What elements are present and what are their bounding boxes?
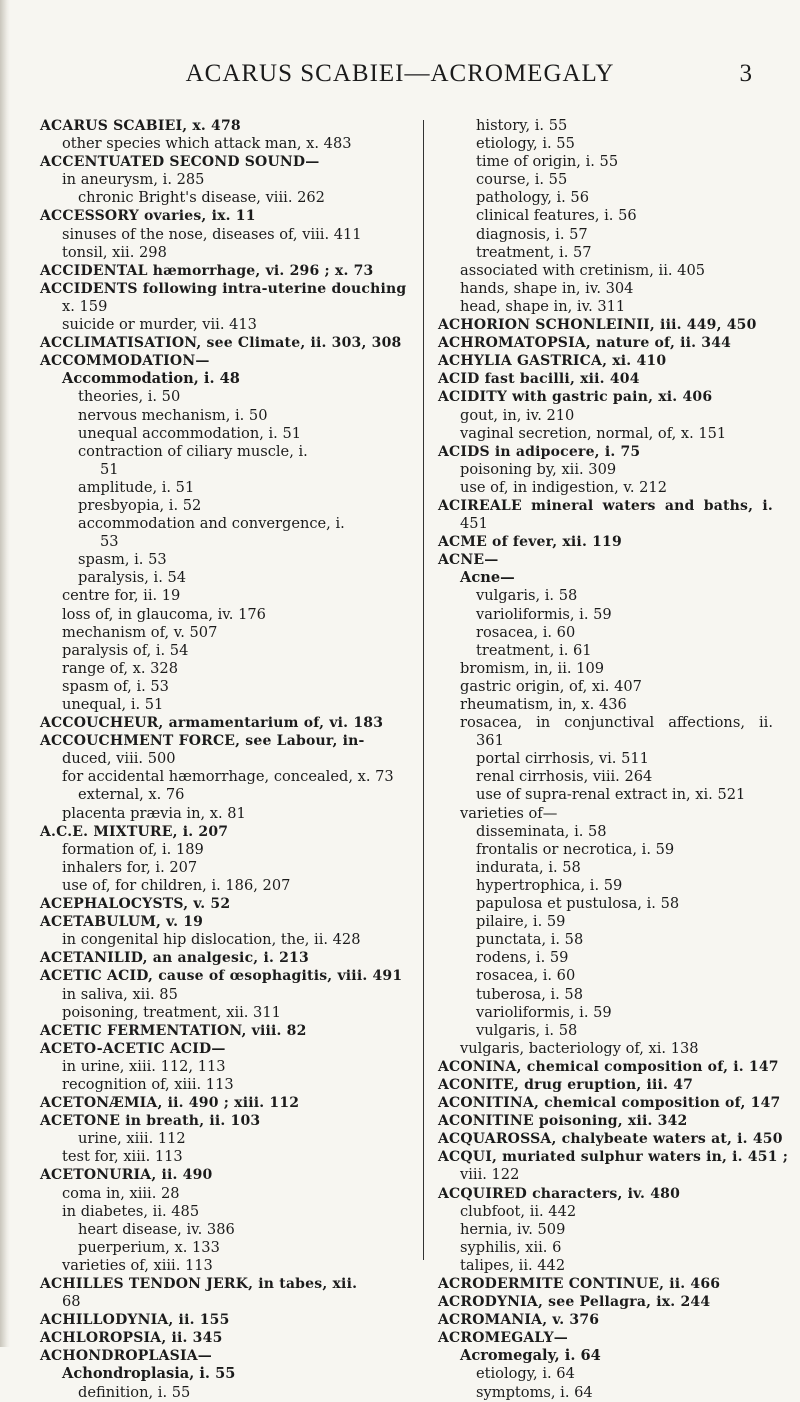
index-entry: mechanism of, v. 507 — [62, 623, 218, 641]
index-heading: ACIDS in adipocere, i. 75 — [438, 443, 641, 460]
index-entry: syphilis, xii. 6 — [460, 1238, 562, 1256]
index-heading: ACETABULUM, v. 19 — [40, 914, 204, 931]
index-entry: papulosa et pustulosa, i. 58 — [476, 895, 680, 913]
index-entry: gastric origin, of, xi. 407 — [460, 677, 642, 695]
index-entry: viii. 122 — [460, 1166, 520, 1184]
index-word: in — [536, 714, 551, 732]
index-entry: urine, xiii. 112 — [78, 1130, 186, 1148]
index-heading: ACCENTUATED SECOND SOUND— — [40, 154, 320, 171]
index-entry — [438, 714, 773, 732]
index-heading: ACCIDENTS following intra-uterine douching — [40, 280, 407, 297]
index-entry: amplitude, i. 51 — [78, 478, 195, 496]
index-entry: poisoning by, xii. 309 — [460, 460, 617, 478]
index-entry: in congenital hip dislocation, the, ii. 428 — [62, 931, 361, 949]
index-entry: definition, i. 55 — [78, 1383, 191, 1401]
index-entry: history, i. 55 — [476, 117, 568, 134]
index-word: i. — [762, 497, 773, 514]
index-entry: 51 — [100, 460, 119, 478]
index-entry: heart disease, iv. 386 — [78, 1220, 235, 1238]
index-heading: ACETONURIA, ii. 490 — [40, 1167, 213, 1184]
index-entry: tuberosa, i. 58 — [476, 985, 583, 1003]
index-entry: use of supra-renal extract in, xi. 521 — [476, 786, 746, 804]
index-heading: ACRODYNIA, see Pellagra, ix. 244 — [438, 1294, 711, 1311]
index-entry: renal cirrhosis, viii. 264 — [476, 768, 653, 786]
index-entry: recognition of, xiii. 113 — [62, 1075, 234, 1093]
index-entry: varieties of— — [460, 804, 558, 822]
index-entry: symptoms, i. 64 — [476, 1383, 593, 1401]
index-entry: theories, i. 50 — [78, 388, 181, 406]
index-entry: use of, for children, i. 186, 207 — [62, 876, 291, 894]
index-entry: portal cirrhosis, vi. 511 — [476, 750, 649, 768]
index-heading: ACEPHALOCYSTS, v. 52 — [40, 896, 231, 913]
index-heading: ACIDITY with gastric pain, xi. 406 — [438, 389, 713, 406]
index-entry: punctata, i. 58 — [476, 931, 584, 949]
index-heading: ACQUAROSSA, chalybeate waters at, i. 450 — [438, 1131, 783, 1148]
index-entry: varioliformis, i. 59 — [476, 605, 612, 623]
index-entry: disseminata, i. 58 — [476, 822, 607, 840]
index-heading: ACNE— — [438, 552, 499, 569]
index-word: ii. — [758, 714, 773, 732]
index-entry: pilaire, i. 59 — [476, 913, 566, 931]
index-entry: contraction of ciliary muscle, i. — [78, 442, 308, 460]
index-heading: ACCLIMATISATION, see Climate, ii. 303, 308 — [40, 335, 402, 352]
index-entry: presbyopia, i. 52 — [78, 496, 202, 514]
index-entry: varioliformis, i. 59 — [476, 1003, 612, 1021]
index-entry: talipes, ii. 442 — [460, 1256, 566, 1274]
index-entry: hernia, iv. 509 — [460, 1220, 566, 1238]
index-entry: 361 — [476, 732, 504, 750]
index-entry: Achondroplasia, i. 55 — [62, 1365, 236, 1383]
index-entry: head, shape in, iv. 311 — [460, 297, 626, 315]
index-heading: ACROMEGALY— — [438, 1330, 568, 1347]
index-heading: ACETONÆMIA, ii. 490 ; xiii. 112 — [40, 1095, 300, 1112]
index-entry: in aneurysm, i. 285 — [62, 171, 205, 189]
index-entry: rosacea, i. 60 — [476, 623, 576, 641]
index-entry: paralysis, i. 54 — [78, 569, 187, 587]
index-heading: ACETIC ACID, cause of œsophagitis, viii. 491 — [40, 968, 403, 985]
index-heading: ACHILLES TENDON JERK, in tabes, xii. — [40, 1276, 358, 1292]
index-word: conjunctival — [564, 714, 655, 732]
index-heading: ACHONDROPLASIA— — [40, 1348, 212, 1365]
index-entry: clubfoot, ii. 442 — [460, 1202, 577, 1220]
index-entry: 68 — [62, 1293, 81, 1311]
index-entry: spasm, i. 53 — [78, 551, 167, 569]
index-heading: ACCESSORY ovaries, ix. 11 — [40, 208, 256, 225]
index-entry: treatment, i. 61 — [476, 641, 592, 659]
index-entry: rosacea, i. 60 — [476, 967, 576, 985]
index-heading: ACETANILID, an analgesic, i. 213 — [40, 950, 309, 967]
index-heading: ACCOMMODATION— — [40, 353, 210, 370]
index-entry: indurata, i. 58 — [476, 858, 581, 876]
index-heading: ACCOUCHMENT FORCE, see Labour, in- — [40, 733, 365, 750]
index-entry: treatment, i. 57 — [476, 243, 592, 261]
index-entry: formation of, i. 189 — [62, 840, 204, 858]
index-entry: rodens, i. 59 — [476, 949, 569, 967]
index-heading: ACONINA, chemical composition of, i. 147 — [438, 1058, 779, 1075]
index-heading: A.C.E. MIXTURE, i. 207 — [40, 823, 229, 840]
index-entry: varieties of, xiii. 113 — [62, 1256, 213, 1274]
index-entry: in diabetes, ii. 485 — [62, 1202, 200, 1220]
index-entry: sinuses of the nose, diseases of, viii. 411 — [62, 225, 362, 243]
index-entry: tonsil, xii. 298 — [62, 243, 167, 261]
index-heading: ACHROMATOPSIA, nature of, ii. 344 — [438, 335, 732, 352]
index-entry: hands, shape in, iv. 304 — [460, 279, 634, 297]
index-entry: frontalis or necrotica, i. 59 — [476, 840, 675, 858]
index-heading: ACHILLODYNIA, ii. 155 — [40, 1312, 230, 1329]
index-entry: course, i. 55 — [476, 171, 568, 189]
index-entry: hypertrophica, i. 59 — [476, 876, 623, 894]
index-entry: Acromegaly, i. 64 — [460, 1347, 601, 1365]
index-entry: associated with cretinism, ii. 405 — [460, 261, 706, 279]
index-entry: suicide or murder, vii. 413 — [62, 316, 257, 334]
index-entry: in urine, xiii. 112, 113 — [62, 1057, 226, 1075]
page-number: 3 — [739, 60, 752, 87]
index-heading: ACONITINE poisoning, xii. 342 — [438, 1113, 688, 1130]
index-entry: 451 — [460, 515, 488, 533]
index-entry: etiology, i. 64 — [476, 1365, 575, 1383]
index-heading: ACQUIRED characters, iv. 480 — [438, 1185, 681, 1202]
index-heading: ACRODERMITE CONTINUE, ii. 466 — [438, 1276, 721, 1292]
index-entry: other species which attack man, x. 483 — [62, 135, 352, 153]
index-heading: ACROMANIA, v. 376 — [438, 1312, 600, 1329]
index-word: affections, — [668, 714, 745, 732]
index-column-left — [40, 117, 407, 1402]
index-entry: loss of, in glaucoma, iv. 176 — [62, 605, 266, 623]
index-word: baths, — [703, 497, 754, 514]
index-word: ACIREALE — [438, 497, 522, 514]
column-divider — [423, 120, 424, 1260]
index-entry: Acne— — [460, 569, 515, 587]
index-entry: inhalers for, i. 207 — [62, 858, 198, 876]
index-entry: etiology, i. 55 — [476, 135, 575, 153]
index-word: and — [664, 497, 695, 514]
index-entry: paralysis of, i. 54 — [62, 641, 189, 659]
index-entry: range of, x. 328 — [62, 659, 179, 677]
index-entry: diagnosis, i. 57 — [476, 225, 588, 243]
index-heading: ACID fast bacilli, xii. 404 — [438, 371, 640, 388]
index-entry: duced, viii. 500 — [62, 750, 176, 768]
index-entry: bromism, in, ii. 109 — [460, 659, 605, 677]
index-heading: ACME of fever, xii. 119 — [438, 534, 622, 551]
index-heading: ACCOUCHEUR, armamentarium of, vi. 183 — [40, 715, 384, 732]
index-word: rosacea, — [460, 714, 523, 732]
index-entry: placenta prævia in, x. 81 — [62, 804, 246, 822]
index-entry: nervous mechanism, i. 50 — [78, 406, 268, 424]
index-entry: chronic Bright's disease, viii. 262 — [78, 189, 325, 207]
index-entry: for accidental hæmorrhage, concealed, x. 73 — [62, 768, 394, 786]
index-entry: puerperium, x. 133 — [78, 1238, 220, 1256]
index-entry: unequal accommodation, i. 51 — [78, 424, 302, 442]
index-entry: use of, in indigestion, v. 212 — [460, 478, 667, 496]
index-entry: centre for, ii. 19 — [62, 587, 181, 605]
index-entry: external, x. 76 — [78, 786, 185, 804]
index-entry: in saliva, xii. 85 — [62, 985, 178, 1003]
index-entry: spasm of, i. 53 — [62, 677, 169, 695]
index-heading: ACETIC FERMENTATION, viii. 82 — [40, 1022, 307, 1039]
index-entry: test for, xiii. 113 — [62, 1148, 183, 1166]
index-entry: 53 — [100, 533, 119, 551]
index-heading: ACONITE, drug eruption, iii. 47 — [438, 1076, 694, 1093]
index-entry: Accommodation, i. 48 — [62, 370, 240, 388]
index-heading: ACHLOROPSIA, ii. 345 — [40, 1330, 223, 1347]
index-heading: ACONITINA, chemical composition of, 147 — [438, 1095, 781, 1112]
index-entry: vulgaris, i. 58 — [476, 587, 578, 605]
index-entry: time of origin, i. 55 — [476, 153, 619, 171]
index-heading: ACETO-ACETIC ACID— — [40, 1040, 226, 1057]
index-entry: vaginal secretion, normal, of, x. 151 — [460, 424, 727, 442]
index-entry: poisoning, treatment, xii. 311 — [62, 1003, 281, 1021]
index-entry: coma in, xiii. 28 — [62, 1184, 180, 1202]
index-word: mineral — [531, 497, 594, 514]
index-heading: ACETONE in breath, ii. 103 — [40, 1113, 261, 1130]
running-head — [0, 60, 800, 100]
index-entry: accommodation and convergence, i. — [78, 515, 345, 533]
index-entry: clinical features, i. 56 — [476, 207, 637, 225]
index-word: waters — [602, 497, 656, 514]
index-entry: pathology, i. 56 — [476, 189, 589, 207]
index-entry: vulgaris, bacteriology of, xi. 138 — [460, 1039, 699, 1057]
index-column-right — [438, 117, 789, 1402]
page-title: ACARUS SCABIEI—ACROMEGALY — [185, 60, 615, 87]
index-entry: x. 159 — [62, 297, 108, 315]
index-heading: ACCIDENTAL hæmorrhage, vi. 296 ; x. 73 — [40, 262, 374, 279]
page-edge-shadow — [0, 0, 10, 1347]
index-entry: unequal, i. 51 — [62, 696, 164, 713]
index-entry: rheumatism, in, x. 436 — [460, 696, 627, 713]
index-heading: ACQUI, muriated sulphur waters in, i. 451 ; — [438, 1149, 789, 1166]
index-heading: ACHYLIA GASTRICA, xi. 410 — [438, 353, 667, 370]
index-heading — [438, 497, 773, 515]
index-entry: vulgaris, i. 58 — [476, 1021, 578, 1039]
index-entry: gout, in, iv. 210 — [460, 406, 575, 424]
index-heading: ACARUS SCABIEI, x. 478 — [40, 118, 241, 134]
index-heading: ACHORION SCHONLEINII, iii. 449, 450 — [438, 317, 757, 334]
